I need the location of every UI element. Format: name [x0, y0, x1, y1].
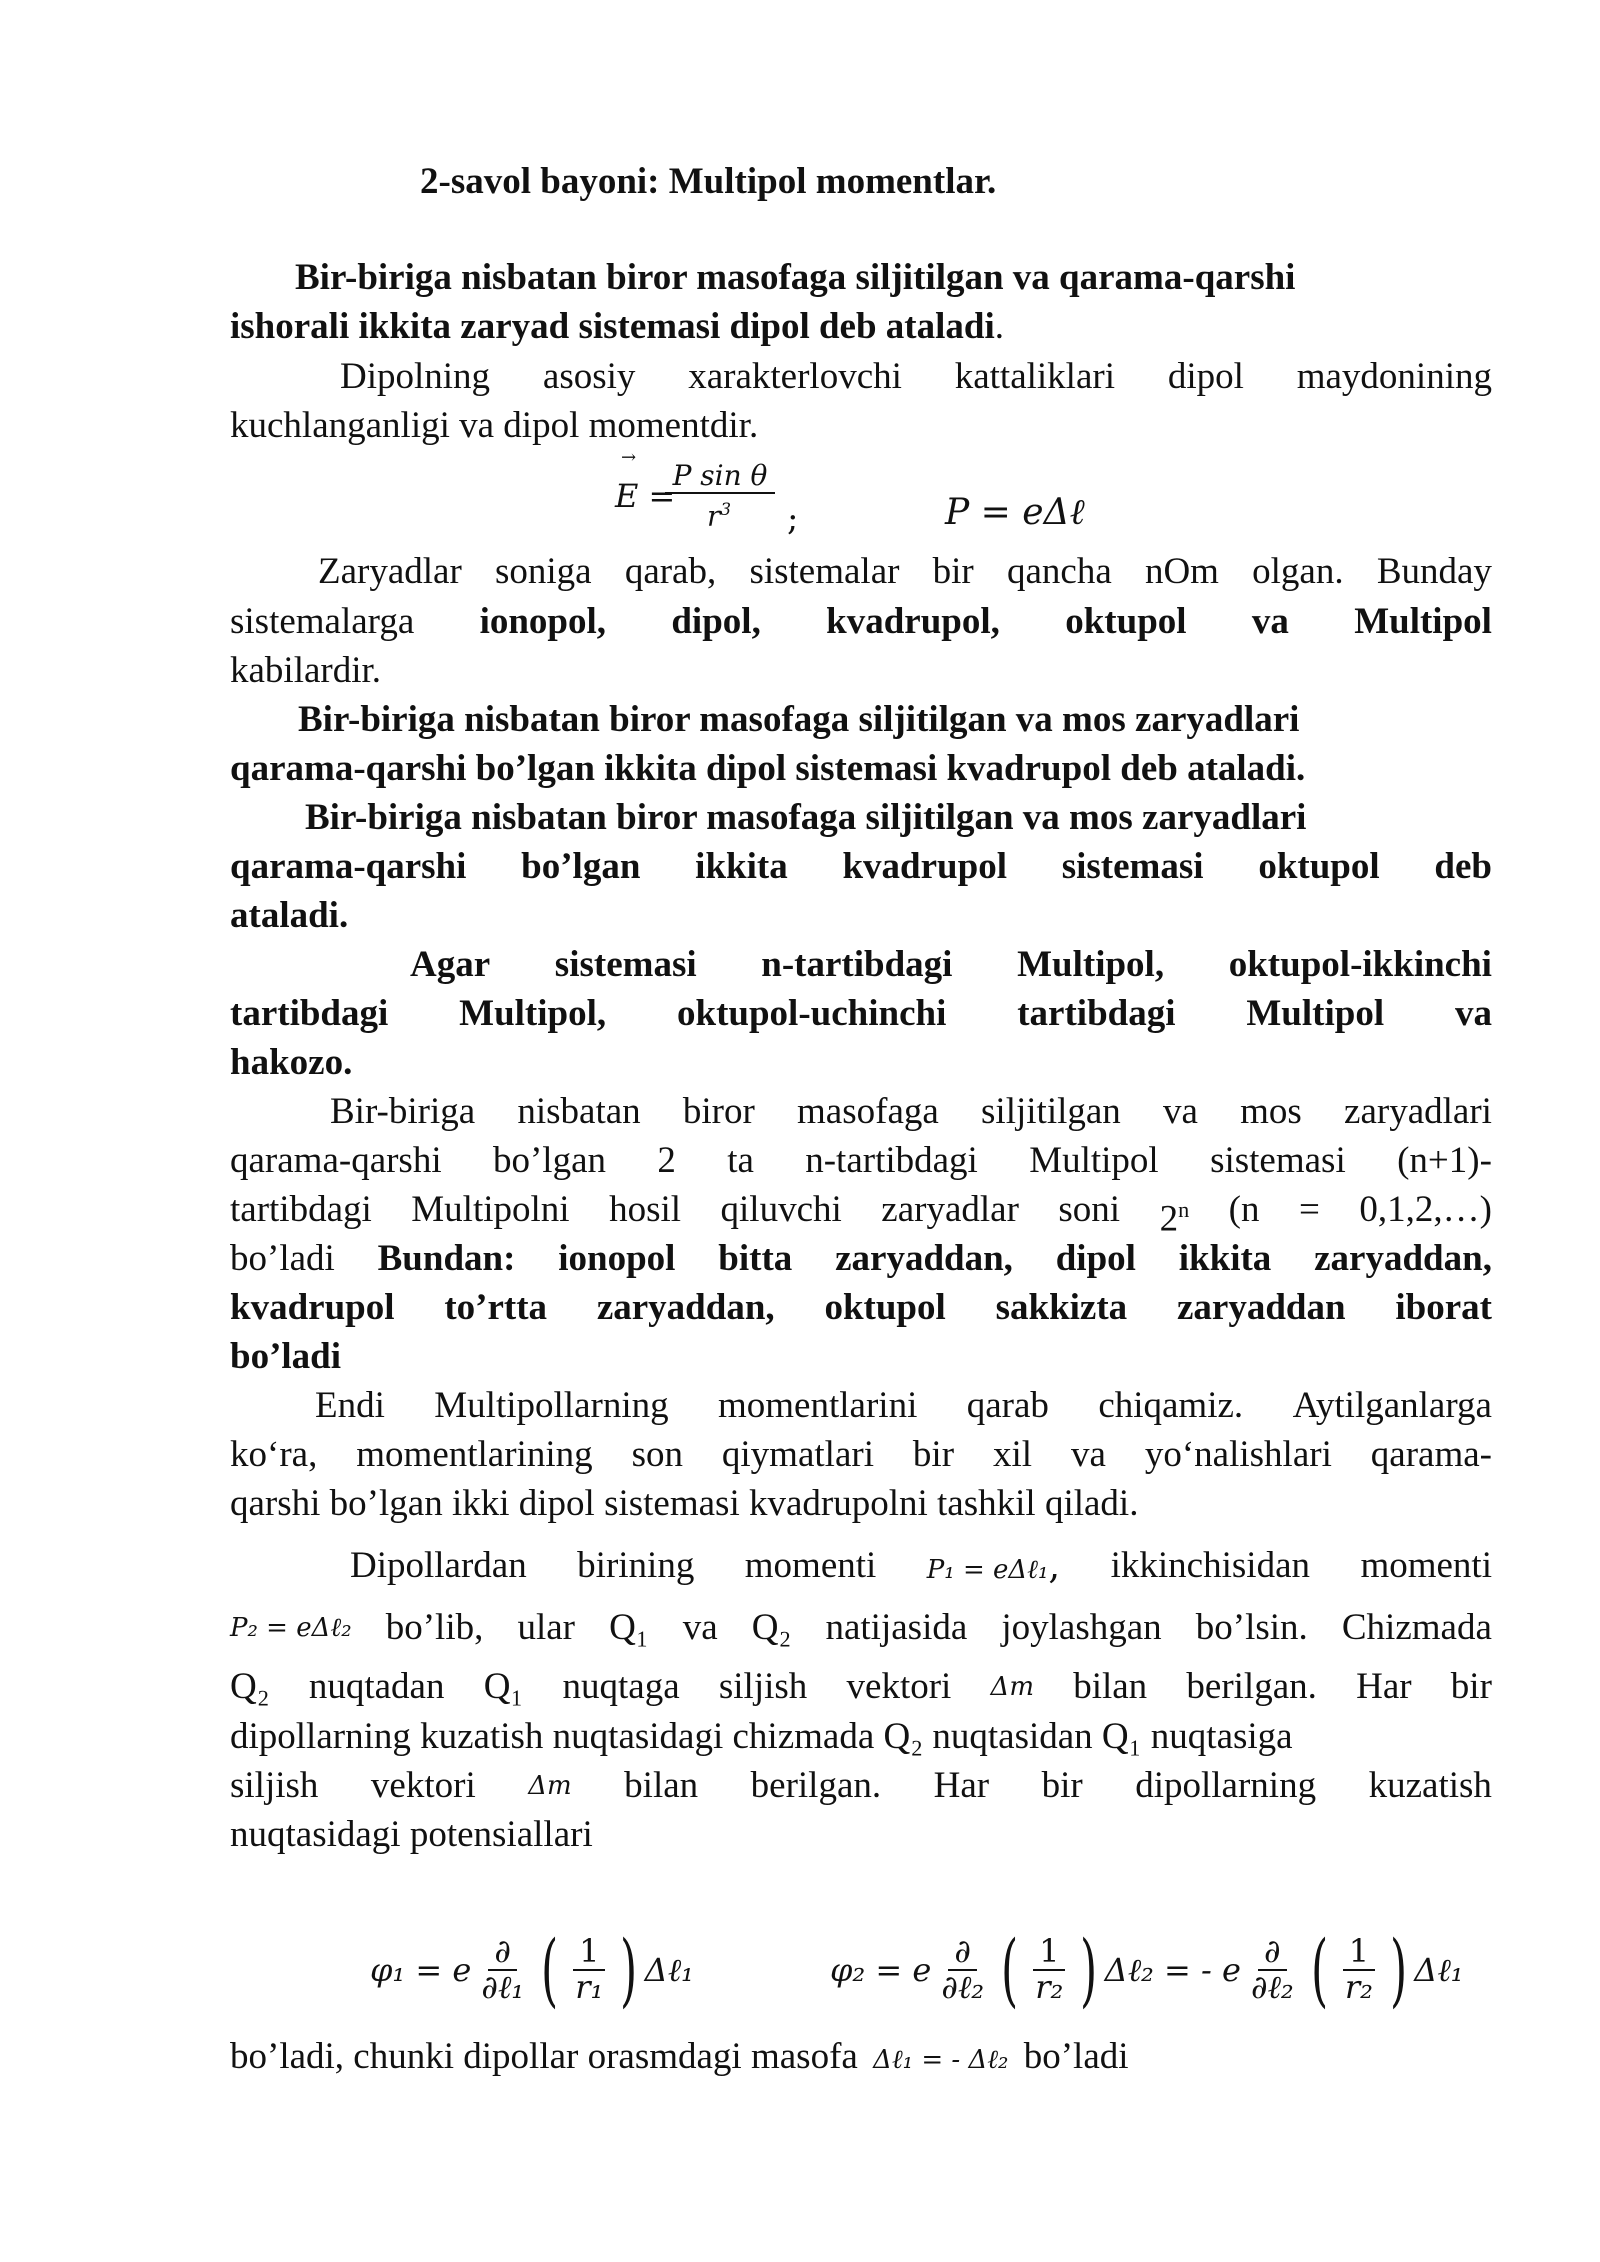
formula-lhs: E = [615, 477, 676, 515]
word: bir [1450, 1666, 1492, 1707]
paragraph-charge-count-cont [230, 1139, 1492, 1183]
paragraph-text: kuchlanganligi va dipol momentdir. [230, 405, 759, 446]
word: Bir-biriga [330, 1091, 476, 1132]
fraction-numerator: ∂ [1258, 1935, 1287, 1971]
formula-inline-delta-relation: Δℓ₁ = - Δℓ₂ [873, 2045, 1009, 2075]
vector-arrow-icon: → [621, 447, 637, 468]
word: Zaryadlar [318, 551, 462, 592]
word: bir [932, 551, 974, 592]
word: bo’lgan [521, 846, 641, 887]
paragraph-text: Bir-biriga nisbatan biror masofaga siljitilgan va qarama-qarshi [295, 257, 1296, 298]
word: biror [682, 1091, 755, 1132]
paragraph-text: bo’ladi [1023, 2036, 1129, 2077]
fraction-inverse-r [1339, 1932, 1379, 2006]
word: , [1048, 1544, 1061, 1587]
word: ta [727, 1140, 754, 1181]
paragraph-text: . [994, 306, 1005, 347]
word: oktupol [1258, 846, 1380, 887]
word: oktupol-uchinchi [677, 993, 947, 1034]
word: Multipol [1029, 1140, 1159, 1181]
paren-close: ) [1390, 1923, 1408, 2016]
paragraph-multipol-order-cont [230, 992, 1492, 1036]
word: momenti [1360, 1545, 1492, 1586]
paragraph-charge-count-cont [230, 1237, 1492, 1281]
word: Q₂ [230, 1666, 270, 1707]
word: yo‘nalishlari [1144, 1434, 1332, 1475]
word: Chizmada [1341, 1607, 1492, 1648]
fraction-numerator: 1 [1033, 1935, 1065, 1971]
word: siljish [718, 1666, 808, 1707]
document-page [230, 0, 1492, 2262]
paragraph-multipole-moments-cont [230, 1433, 1492, 1477]
fraction-denominator: ∂ℓ₁ [481, 1968, 525, 2006]
paragraph-charge-count-cont [230, 1286, 1492, 1330]
word: zaryadlari [1344, 1091, 1492, 1132]
word: momenti [744, 1545, 877, 1586]
word: zaryaddan [1176, 1287, 1346, 1328]
word: ko‘ra, [230, 1434, 318, 1475]
word: kattaliklari [954, 356, 1115, 397]
paren-close: ) [1080, 1923, 1098, 2016]
word: ikkita [1178, 1238, 1272, 1279]
formula-text: P₁ = eΔℓ₁ [926, 1555, 1049, 1585]
word: Multipol [1354, 601, 1492, 642]
word: asosiy [542, 356, 636, 397]
fraction-denominator: r₁ [575, 1968, 604, 2006]
paragraph-text [230, 894, 348, 938]
paragraph-text: bo’ladi [230, 1336, 342, 1377]
word: Multipol, [459, 993, 607, 1034]
fraction-derivative [935, 1932, 990, 2006]
word: siljitilgan [981, 1091, 1121, 1132]
power-base: 2 [1159, 1198, 1179, 1240]
word: zaryaddan, [1314, 1238, 1492, 1279]
formula-text: Δℓ₂ = - e [1104, 1951, 1241, 1989]
formula-denominator-base: r [707, 499, 721, 533]
paragraph-text: dipollarning kuzatish nuqtasidagi chizmada Q₂ nuqtasidan Q₁ nuqtasiga [230, 1716, 1293, 1757]
word: zaryaddan, [835, 1238, 1013, 1279]
word: natijasida [825, 1607, 968, 1648]
fraction-derivative [1245, 1932, 1300, 2006]
formula-phi1 [370, 1910, 694, 2030]
word: tartibdagi [230, 993, 389, 1034]
paragraph-dipole-moments [350, 1544, 1492, 1592]
word: ionopol, [479, 601, 607, 642]
word: qarama- [1370, 1434, 1492, 1475]
word: soni [1058, 1189, 1121, 1230]
formula-denominator [707, 499, 731, 532]
fraction-inverse-r [569, 1932, 609, 2006]
word: zaryaddan, [596, 1287, 775, 1328]
word: qarama-qarshi [230, 1140, 442, 1181]
paragraph-text [230, 1041, 352, 1085]
word: bir [912, 1434, 955, 1475]
paragraph-text: qarshi bo’lgan ikki dipol sistemasi kvadrupolni tashkil qiladi. [230, 1483, 1139, 1524]
word: kvadrupol, [826, 601, 1000, 642]
paragraph-systems-cont [230, 600, 1492, 644]
word: vektori [846, 1666, 952, 1707]
word: Q₂ [751, 1607, 792, 1648]
word: sistemasi [554, 944, 697, 985]
word: qarama-qarshi [230, 846, 467, 887]
paragraph-conclusion [230, 2035, 1129, 2082]
paren-open: ( [541, 1923, 559, 2016]
power-expression [1160, 1188, 1190, 1241]
word: xil [992, 1434, 1033, 1475]
word: birining [577, 1545, 695, 1586]
word: bo’ladi [230, 1238, 335, 1279]
formula-numerator: P sin θ [665, 459, 775, 494]
word: ular [517, 1607, 575, 1648]
word: Multipol, [1017, 944, 1165, 985]
paragraph-dipol-characteristics [340, 355, 1492, 399]
word: Multipollarning [434, 1385, 669, 1426]
word: dipol [1055, 1238, 1136, 1279]
word: ikkinchisidan [1110, 1545, 1310, 1586]
word: tartibdagi [230, 1189, 372, 1230]
fraction-denominator: ∂ℓ₂ [941, 1968, 985, 2006]
paragraph-text: Bir-biriga nisbatan biror masofaga siljitilgan va mos zaryadlari [298, 699, 1300, 740]
word: qiymatlari [721, 1434, 874, 1475]
formula-potentials [370, 1910, 1470, 2030]
word: bo’lgan [492, 1140, 606, 1181]
formula-text: φ₂ = e [830, 1951, 932, 1989]
paren-open: ( [1310, 1923, 1328, 2016]
formula-dipole-moment: P = eΔℓ [945, 492, 1085, 533]
paren-open: ( [1001, 1923, 1019, 2016]
paragraph-dipol-definition [295, 256, 1295, 300]
paragraph-text: bo’ladi, chunki dipollar orasmdagi masofa [230, 2036, 858, 2077]
paragraph-text: hakozo. [230, 1042, 353, 1083]
word: bo’lib, [385, 1607, 484, 1648]
paragraph-dipole-moments-cont [230, 1606, 1492, 1650]
formula-phi2 [830, 1910, 1463, 2030]
word: to’rtta [444, 1287, 548, 1328]
power-exponent: n [1178, 1197, 1190, 1222]
word: berilgan. [750, 1765, 882, 1806]
fraction-denominator: r₂ [1344, 1968, 1373, 2006]
word: kvadrupol [230, 1287, 395, 1328]
word: bilan [624, 1765, 699, 1806]
fraction-numerator: 1 [1343, 1935, 1375, 1971]
word: Dipolning [340, 356, 491, 397]
word: vektori [370, 1765, 476, 1806]
word: nisbatan [517, 1091, 641, 1132]
word: = [1298, 1189, 1320, 1230]
paragraph-text: nuqtasidagi potensiallari [230, 1814, 593, 1855]
word: xarakterlovchi [688, 356, 902, 397]
word: va [1163, 1091, 1198, 1132]
word: chiqamiz. [1098, 1385, 1244, 1426]
word: ikkita [695, 846, 788, 887]
word: iborat [1395, 1287, 1492, 1328]
word: Dipollardan [350, 1545, 527, 1586]
word: Multipol [1246, 993, 1385, 1034]
word: qancha [1006, 551, 1112, 592]
word: sistemalar [749, 551, 900, 592]
word: Bunday [1376, 551, 1492, 592]
formula-text: Δℓ₁ [644, 1951, 694, 1989]
fraction-numerator: ∂ [948, 1935, 977, 1971]
word: qarab [966, 1385, 1049, 1426]
word: deb [1434, 846, 1492, 887]
word: Multipolni [411, 1189, 570, 1230]
word: va [682, 1607, 718, 1648]
word: va [1454, 993, 1492, 1034]
formula-text: φ₁ = e [370, 1951, 472, 1989]
word: berilgan. [1186, 1666, 1317, 1707]
word: sistemasi [1210, 1140, 1346, 1181]
paragraph-kvadrupol-definition [298, 698, 1299, 742]
word: oktupol [1065, 601, 1187, 642]
paragraph-multipole-moments [315, 1384, 1492, 1428]
word: siljish [230, 1765, 319, 1806]
formula-inline-p1 [927, 1544, 1060, 1592]
word: ionopol [558, 1238, 676, 1279]
paragraph-text: ishorali ikkita zaryad sistemasi dipol deb ataladi [230, 306, 995, 347]
paragraph-dipole-moments-cont [230, 1665, 1492, 1709]
paragraph-text: kabilardir. [230, 650, 382, 691]
formula-text: Δℓ₁ [1414, 1951, 1464, 1989]
word: joylashgan [1001, 1607, 1162, 1648]
paragraph-kvadrupol-definition-cont [230, 747, 1305, 791]
page-title: 2-savol bayoni: Multipol momentlar. [420, 161, 997, 202]
paragraph-multipol-order [410, 943, 1492, 987]
word: dipol, [671, 601, 761, 642]
paragraph-charge-count [330, 1090, 1492, 1134]
paragraph-systems [318, 550, 1492, 594]
word: va [1251, 601, 1289, 642]
word: nOm [1144, 551, 1219, 592]
word: bilan [1073, 1666, 1148, 1707]
word: qiluvchi [720, 1189, 842, 1230]
formula-inline-delta-m: Δm [990, 1672, 1034, 1702]
paragraph-text: ataladi. [230, 895, 349, 936]
word: nuqtaga [562, 1666, 680, 1707]
word: olgan. [1252, 551, 1344, 592]
word: (n [1228, 1189, 1260, 1230]
fraction-derivative [475, 1932, 530, 2006]
formula-inline-delta-m: Δm [528, 1771, 572, 1801]
word: dipollarning [1135, 1765, 1317, 1806]
paragraph-oktupol-definition [305, 796, 1306, 840]
word: nuqtadan [308, 1666, 445, 1707]
word: tartibdagi [1017, 993, 1176, 1034]
word: sistemalarga [230, 601, 415, 642]
formula-exponent: 3 [720, 499, 732, 519]
paragraph-dipol-definition-cont [230, 305, 1004, 349]
word: Endi [315, 1385, 385, 1426]
fraction-denominator: r₂ [1035, 1968, 1064, 2006]
word: sistemasi [1061, 846, 1204, 887]
paren-close: ) [620, 1923, 638, 2016]
word: Bundan: [377, 1238, 516, 1279]
word: zaryadlar [881, 1189, 1019, 1230]
word: qarab, [624, 551, 717, 592]
word: bo’lsin. [1195, 1607, 1308, 1648]
fraction-inverse-r [1029, 1932, 1069, 2006]
paragraph-dipole-moments-cont [230, 1764, 1492, 1808]
word: oktupol [824, 1287, 946, 1328]
word: bir [1041, 1765, 1083, 1806]
fraction-numerator: 1 [573, 1935, 605, 1971]
word: 2 [657, 1140, 676, 1181]
fraction-denominator: ∂ℓ₂ [1250, 1968, 1294, 2006]
word: 0,1,2,…) [1359, 1189, 1492, 1230]
word: va [1070, 1434, 1106, 1475]
word: Q₁ [483, 1666, 524, 1707]
word: Agar [410, 944, 491, 985]
word: n-tartibdagi [805, 1140, 978, 1181]
word: son [631, 1434, 683, 1475]
word: sakkizta [995, 1287, 1128, 1328]
fraction-numerator: ∂ [488, 1935, 517, 1971]
word: maydonining [1296, 356, 1492, 397]
word: Q₁ [609, 1607, 649, 1648]
word: Aytilganlarga [1292, 1385, 1492, 1426]
word: Har [933, 1765, 990, 1806]
word: oktupol-ikkinchi [1228, 944, 1492, 985]
paragraph-charge-count-cont [230, 1188, 1492, 1241]
word: masofaga [797, 1091, 939, 1132]
word: momentlarining [356, 1434, 593, 1475]
word: (n+1)- [1397, 1140, 1492, 1181]
word: momentlarini [718, 1385, 918, 1426]
formula-inline-p2: P₂ = eΔℓ₂ [230, 1613, 352, 1643]
word: bitta [718, 1238, 793, 1279]
word: Har [1356, 1666, 1412, 1707]
word: soniga [495, 551, 592, 592]
word: hosil [609, 1189, 682, 1230]
word: n-tartibdagi [761, 944, 953, 985]
word: mos [1240, 1091, 1302, 1132]
word: kuzatish [1368, 1765, 1492, 1806]
paragraph-oktupol-definition-cont [230, 845, 1492, 889]
paragraph-text: Bir-biriga nisbatan biror masofaga siljitilgan va mos zaryadlari [305, 797, 1307, 838]
word: kvadrupol [842, 846, 1007, 887]
word: dipol [1167, 356, 1244, 397]
paragraph-text [230, 1335, 341, 1379]
paragraph-text: qarama-qarshi bo’lgan ikkita dipol sistemasi kvadrupol deb ataladi. [230, 748, 1306, 789]
formula-separator: ; [787, 499, 799, 539]
